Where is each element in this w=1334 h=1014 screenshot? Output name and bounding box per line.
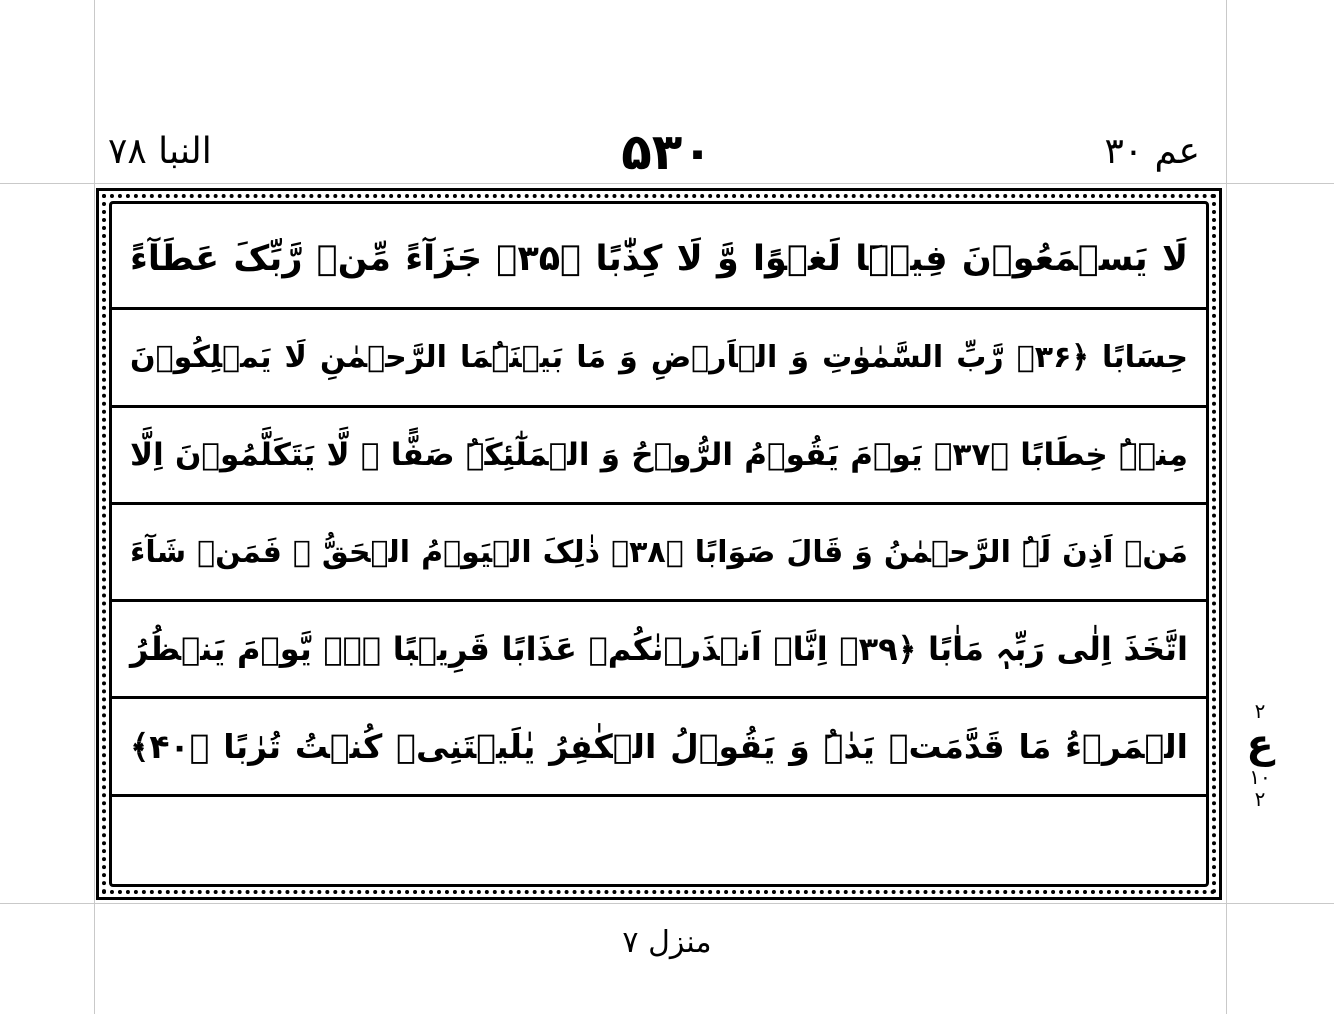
- juz-label: عم ۳۰: [1104, 131, 1200, 172]
- ruku-marker-bottom: ۲: [1254, 787, 1266, 811]
- page-number: ۵۳۰: [621, 123, 713, 181]
- line-divider: [112, 794, 1206, 797]
- ruku-marker-glyph: ع: [1246, 721, 1274, 767]
- text-frame: [96, 188, 1222, 900]
- manzil-label: منزل ۷: [622, 925, 712, 960]
- verse-line: اتَّخَذَ اِلٰی رَبِّہٖ مَاٰبًا ﴿۳۹﴾ اِنَّاۤ اَنۡذَرۡنٰکُمۡ عَذَابًا قَرِیۡبًا ۬ۚۖ یَّوۡمَ یَنۡظُرُ: [130, 630, 1189, 668]
- verse-line: الۡمَرۡءُ مَا قَدَّمَتۡ یَدٰہُ وَ یَقُوۡلُ الۡکٰفِرُ یٰلَیۡتَنِیۡ کُنۡتُ تُرٰبًا ﴿۴۰﴾: [130, 727, 1188, 766]
- ruku-marker-middle: ۱۰: [1249, 765, 1271, 789]
- page-guide-top: [0, 183, 1334, 184]
- page-guide-bottom: [0, 903, 1334, 904]
- verse-line: حِسَابًا ﴿۳۶﴾ رَّبِّ السَّمٰوٰتِ وَ الۡاَرۡضِ وَ مَا بَیۡنَہُمَا الرَّحۡمٰنِ لَا یَمۡلِکُوۡنَ: [130, 340, 1188, 375]
- ruku-marker-top: ۲: [1254, 699, 1266, 723]
- verse-line: مَنۡ اَذِنَ لَہُ الرَّحۡمٰنُ وَ قَالَ صَوَابًا ﴿۳۸﴾ ذٰلِکَ الۡیَوۡمُ الۡحَقُّ ۚ فَمَنۡ شَآءَ: [130, 535, 1188, 570]
- text-area: [109, 201, 1209, 887]
- verse-line: لَا یَسۡمَعُوۡنَ فِیۡہَا لَغۡوًا وَّ لَا کِذّٰبًا ﴿۳۵﴾ جَزَآءً مِّنۡ رَّبِّکَ عَطَآءً: [130, 239, 1189, 279]
- surah-label: النبا ۷۸: [108, 131, 212, 172]
- ruku-marker: [1238, 700, 1282, 810]
- verse-line: مِنۡہُ خِطَابًا ﴿۳۷﴾ یَوۡمَ یَقُوۡمُ الرُّوۡحُ وَ الۡمَلٰٓئِکَۃُ صَفًّا ۟ لَّا یَتَکَلَّمُوۡنَ اِلَّا: [130, 437, 1188, 473]
